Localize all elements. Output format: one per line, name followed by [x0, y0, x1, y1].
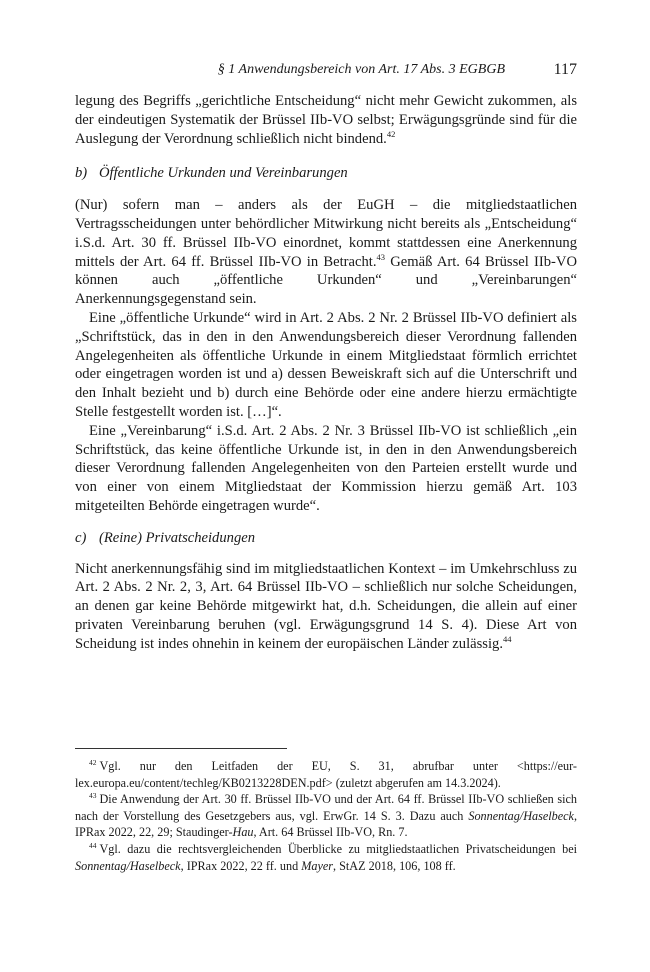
- page-number: 117: [553, 61, 577, 78]
- author-name: Sonnentag/Haselbeck: [468, 808, 574, 823]
- footnote-ref[interactable]: 43: [376, 251, 385, 262]
- author-name: Mayer: [301, 858, 334, 873]
- section-title: Öffentliche Urkunden und Vereinbarungen: [99, 165, 348, 182]
- section-heading-b: [75, 164, 577, 183]
- footnotes: [75, 758, 577, 874]
- section-heading-c: [75, 529, 577, 548]
- section-title: (Reine) Privatscheidungen: [99, 529, 256, 546]
- section-label: b): [75, 165, 88, 182]
- section-label: c): [75, 529, 87, 546]
- running-header: [75, 62, 577, 82]
- footnote-number: 44: [89, 840, 97, 850]
- paragraph: (Nur) sofern man – anders als der EuGH – die mitgliedstaatlichen Vertragsscheidungen unter behördlicher Mitwirkung nicht bereits als „Entscheidung“ i.S.d. Art. 30 ff. Brüssel IIb-VO einordnet, kommt stattdessen eine Anerkennung mittels der Art. 64 ff. Brüssel IIb-VO in Betracht.$^{43}$ Gemäß Art. 64 Brüssel IIb-VO können auch „öffentliche Urkunden“ und „Vereinbarungen“ Anerkennungsgegenstand sein.: [75, 197, 577, 308]
- paragraph: Eine „öffentliche Urkunde“ wird in Art. 2 Abs. 2 Nr. 2 Brüssel IIb-VO definiert als „Schriftstück, das in den in den Anwendungsbereich dieser Verordnung fallenden Angelegenheiten als öffentliche Urkunde in einem Mitgliedstaat förmlich errichtet oder eingetragen worden ist und a) dessen Beweiskraft sich auf die Unterschrift und den Inhalt bezieht und b) durch eine Behörde oder eine andere hierzu ermächtigte Stelle festgestellt worden ist. […]“.: [75, 309, 577, 420]
- header-title: § 1 Anwendungsbereich von Art. 17 Abs. 3 EGBGB: [217, 62, 505, 77]
- footnote-divider: [75, 748, 287, 749]
- footnote-ref[interactable]: 42: [386, 128, 396, 139]
- footnote-44: $^{44}$ Vgl. dazu die rechtsvergleichenden Überblicke zu mitgliedstaatlichen Privatscheidungen bei Sonnentag/Haselbeck, IPRax 2022, 22 ff. und Mayer, StAZ 2018, 106, 108 ff.: [75, 840, 577, 873]
- footnote-ref[interactable]: 44: [502, 633, 512, 644]
- footnote-43: $^{43}$ Die Anwendung der Art. 30 ff. Brüssel IIb-VO und der Art. 64 ff. Brüssel IIb-VO schließen sich nach der Vorstellung des Gesetzgebers aus, vgl. ErwGr. 14 S. 3. Dazu auch Sonnentag/Haselbeck, IPRax 2022, 22, 29; Staudinger-Hau, Art. 64 Brüssel IIb-VO, Rn. 7.: [75, 791, 577, 840]
- footnote-42: $^{42}$ Vgl. nur den Leitfaden der EU, S. 31, abrufbar unter <https://eur-lex.europa.eu/content/techleg/KB0213228DEN.pdf> (zuletzt abgerufen am 14.3.2024).: [75, 758, 577, 790]
- author-name: Hau: [232, 825, 254, 840]
- main-text: [75, 92, 577, 654]
- paragraph: legung des Begriffs „gerichtliche Entscheidung“ nicht mehr Gewicht zukommen, als der eindeutigen Systematik der Brüssel IIb-VO selbst; Erwägungsgründe sind für die Auslegung der Verordnung schließlich nicht bindend.$^{42}$: [75, 93, 577, 147]
- footnote-number: 42: [89, 758, 97, 767]
- author-name: Sonnentag/Haselbeck: [75, 858, 181, 873]
- footnote-number: 43: [89, 791, 97, 801]
- paragraph: Eine „Vereinbarung“ i.S.d. Art. 2 Abs. 2 Nr. 3 Brüssel IIb-VO ist schließlich „ein Schriftstück, das keine öffentliche Urkunde ist, in den in den Anwendungsbereich dieser Verordnung fallenden Angelegenheiten von den Parteien erstellt wurde und von einer von einem Mitgliedstaat der Kommission hierzu gemäß Art. 103 mitgeteilten Behörde eingetragen wurde“.: [75, 422, 577, 514]
- paragraph: Nicht anerkennungsfähig sind im mitgliedstaatlichen Kontext – im Umkehrschluss zu Art. 2 Abs. 2 Nr. 2, 3, Art. 64 Brüssel IIb-VO – schließlich nur solche Scheidungen, an denen gar keine Behörde mitgewirkt hat, d.h. Scheidungen, die allein auf einer privaten Vereinbarung beruhen (vgl. Erwägungsgrund 14 S. 4). Diese Art von Scheidung ist indes ohnehin in keinem der europäischen Länder zulässig.$^{44}$: [75, 560, 577, 652]
